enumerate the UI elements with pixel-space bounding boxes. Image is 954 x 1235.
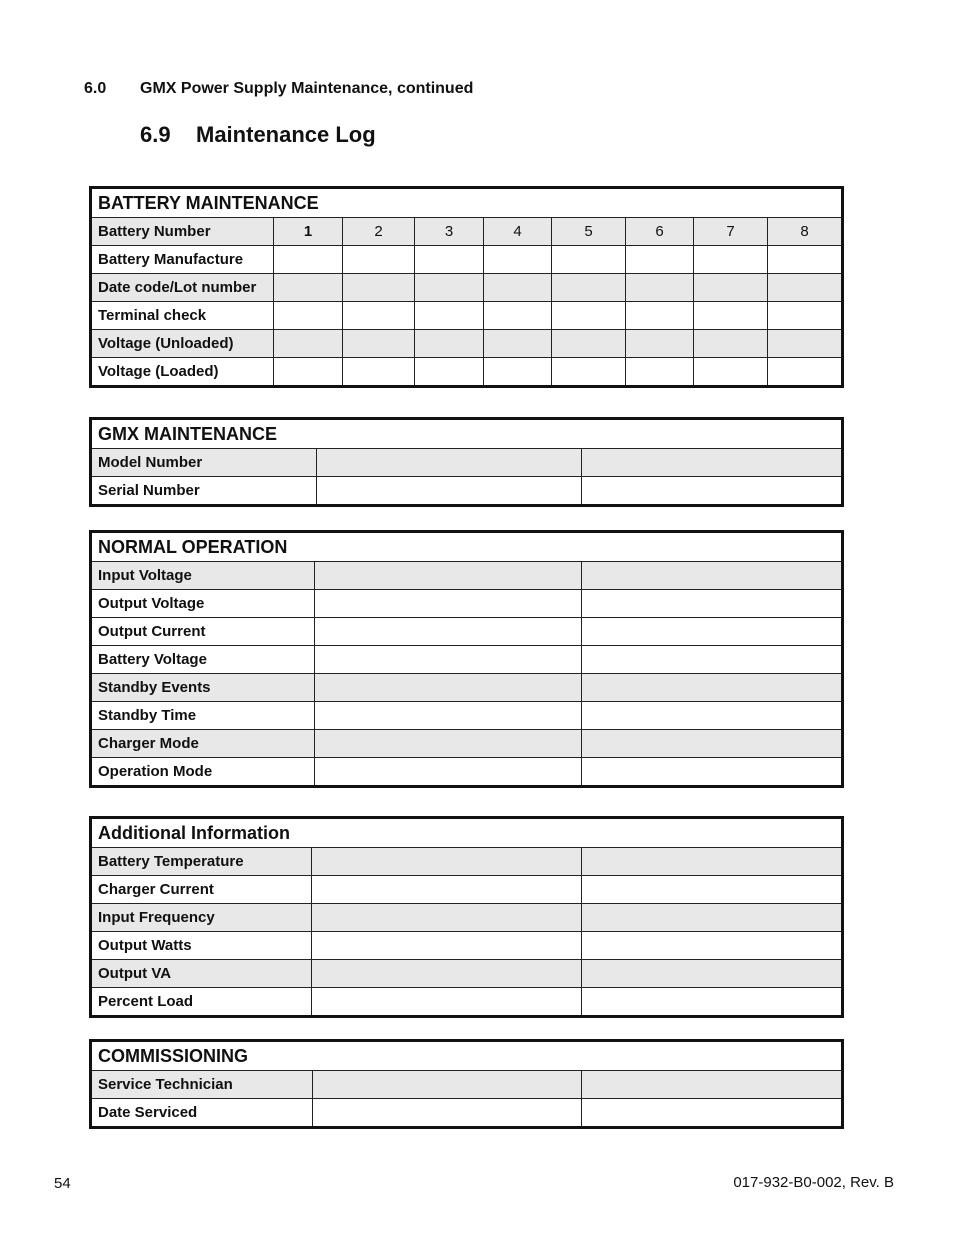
- entry-cell[interactable]: [315, 618, 582, 646]
- document-id: 017-932-B0-002, Rev. B: [733, 1174, 894, 1191]
- entry-cell[interactable]: [768, 246, 843, 274]
- entry-cell[interactable]: [415, 246, 484, 274]
- entry-cell[interactable]: [582, 758, 843, 787]
- entry-cell[interactable]: [343, 246, 415, 274]
- entry-cell[interactable]: [768, 358, 843, 387]
- table-row: [91, 246, 843, 274]
- table-row: [91, 758, 843, 787]
- row-label: Charger Current: [91, 876, 312, 904]
- battery-number-cell: 1: [274, 218, 343, 246]
- entry-cell[interactable]: [415, 358, 484, 387]
- entry-cell[interactable]: [582, 702, 843, 730]
- entry-cell[interactable]: [343, 302, 415, 330]
- table-row: [91, 1099, 843, 1128]
- entry-cell[interactable]: [484, 274, 552, 302]
- section-title: GMX Power Supply Maintenance, continued: [140, 80, 474, 97]
- table-row: [91, 1071, 843, 1099]
- battery-number-cell: 3: [415, 218, 484, 246]
- row-label: Standby Events: [91, 674, 315, 702]
- entry-cell[interactable]: [582, 1099, 843, 1128]
- entry-cell[interactable]: [313, 1099, 582, 1128]
- additional-information-table: [89, 816, 844, 1018]
- entry-cell[interactable]: [582, 674, 843, 702]
- entry-cell[interactable]: [582, 618, 843, 646]
- entry-cell[interactable]: [343, 358, 415, 387]
- table-title: GMX MAINTENANCE: [91, 419, 843, 449]
- entry-cell[interactable]: [582, 960, 843, 988]
- entry-cell[interactable]: [582, 477, 843, 506]
- entry-cell[interactable]: [312, 960, 582, 988]
- subsection-header: [140, 122, 376, 148]
- entry-cell[interactable]: [274, 358, 343, 387]
- entry-cell[interactable]: [274, 330, 343, 358]
- entry-cell[interactable]: [582, 876, 843, 904]
- battery-number-cell: 6: [626, 218, 694, 246]
- row-label: Voltage (Unloaded): [91, 330, 274, 358]
- entry-cell[interactable]: [694, 358, 768, 387]
- entry-cell[interactable]: [484, 358, 552, 387]
- table-row: [91, 274, 843, 302]
- entry-cell[interactable]: [274, 246, 343, 274]
- entry-cell[interactable]: [312, 876, 582, 904]
- row-label: Battery Voltage: [91, 646, 315, 674]
- entry-cell[interactable]: [552, 358, 626, 387]
- entry-cell[interactable]: [694, 246, 768, 274]
- row-label: Voltage (Loaded): [91, 358, 274, 387]
- entry-cell[interactable]: [768, 330, 843, 358]
- row-label: Model Number: [91, 449, 317, 477]
- section-header: [84, 80, 473, 98]
- table-row: [91, 960, 843, 988]
- normal-operation-table: [89, 530, 844, 788]
- table-row: [91, 674, 843, 702]
- entry-cell[interactable]: [315, 590, 582, 618]
- entry-cell[interactable]: [626, 358, 694, 387]
- section-number: 6.0: [84, 80, 107, 97]
- table-title: BATTERY MAINTENANCE: [91, 188, 843, 218]
- entry-cell[interactable]: [582, 848, 843, 876]
- entry-cell[interactable]: [768, 274, 843, 302]
- row-label: Service Technician: [91, 1071, 313, 1099]
- table-row: [91, 702, 843, 730]
- entry-cell[interactable]: [315, 730, 582, 758]
- entry-cell[interactable]: [415, 330, 484, 358]
- entry-cell[interactable]: [552, 274, 626, 302]
- entry-cell[interactable]: [312, 904, 582, 932]
- table-row: [91, 330, 843, 358]
- entry-cell[interactable]: [582, 562, 843, 590]
- page-number: 54: [54, 1175, 71, 1192]
- table-row: [91, 618, 843, 646]
- table-row: [91, 477, 843, 506]
- entry-cell[interactable]: [552, 302, 626, 330]
- table-title: COMMISSIONING: [91, 1041, 843, 1071]
- row-label: Terminal check: [91, 302, 274, 330]
- battery-number-cell: 5: [552, 218, 626, 246]
- entry-cell[interactable]: [312, 848, 582, 876]
- entry-cell[interactable]: [274, 302, 343, 330]
- table-row: [91, 590, 843, 618]
- table-row: [91, 876, 843, 904]
- entry-cell[interactable]: [415, 274, 484, 302]
- battery-maintenance-table: [89, 186, 844, 388]
- entry-cell[interactable]: [343, 274, 415, 302]
- entry-cell[interactable]: [768, 302, 843, 330]
- entry-cell[interactable]: [552, 330, 626, 358]
- battery-number-cell: 8: [768, 218, 843, 246]
- entry-cell[interactable]: [315, 646, 582, 674]
- table-row: [91, 302, 843, 330]
- row-label: Input Frequency: [91, 904, 312, 932]
- entry-cell[interactable]: [415, 302, 484, 330]
- entry-cell[interactable]: [582, 904, 843, 932]
- battery-number-cell: 2: [343, 218, 415, 246]
- row-label: Date Serviced: [91, 1099, 313, 1128]
- table-row: [91, 358, 843, 387]
- row-label: Output Current: [91, 618, 315, 646]
- entry-cell[interactable]: [582, 932, 843, 960]
- entry-cell[interactable]: [317, 449, 582, 477]
- row-label: Battery Number: [91, 218, 274, 246]
- entry-cell[interactable]: [315, 702, 582, 730]
- table-row: [91, 848, 843, 876]
- row-label: Output VA: [91, 960, 312, 988]
- battery-number-cell: 4: [484, 218, 552, 246]
- entry-cell[interactable]: [582, 730, 843, 758]
- table-title: Additional Information: [91, 818, 843, 848]
- table-title: NORMAL OPERATION: [91, 532, 843, 562]
- table-row: [91, 988, 843, 1017]
- subsection-title: Maintenance Log: [196, 122, 376, 147]
- battery-number-cell: 7: [694, 218, 768, 246]
- row-label: Output Watts: [91, 932, 312, 960]
- entry-cell[interactable]: [626, 302, 694, 330]
- entry-cell[interactable]: [315, 758, 582, 787]
- row-label: Charger Mode: [91, 730, 315, 758]
- entry-cell[interactable]: [582, 1071, 843, 1099]
- entry-cell[interactable]: [315, 562, 582, 590]
- row-label: Percent Load: [91, 988, 312, 1017]
- table-row: [91, 932, 843, 960]
- commissioning-table: [89, 1039, 844, 1129]
- row-label: Output Voltage: [91, 590, 315, 618]
- entry-cell[interactable]: [694, 330, 768, 358]
- row-label: Battery Temperature: [91, 848, 312, 876]
- entry-cell[interactable]: [343, 330, 415, 358]
- entry-cell[interactable]: [484, 246, 552, 274]
- entry-cell[interactable]: [312, 932, 582, 960]
- entry-cell[interactable]: [484, 302, 552, 330]
- entry-cell[interactable]: [582, 590, 843, 618]
- gmx-maintenance-table: [89, 417, 844, 507]
- table-row: [91, 730, 843, 758]
- entry-cell[interactable]: [626, 274, 694, 302]
- row-label: Input Voltage: [91, 562, 315, 590]
- entry-cell[interactable]: [274, 274, 343, 302]
- entry-cell[interactable]: [694, 302, 768, 330]
- row-label: Serial Number: [91, 477, 317, 506]
- entry-cell[interactable]: [694, 274, 768, 302]
- entry-cell[interactable]: [315, 674, 582, 702]
- table-row: [91, 449, 843, 477]
- entry-cell[interactable]: [484, 330, 552, 358]
- table-row: [91, 904, 843, 932]
- table-row: [91, 562, 843, 590]
- entry-cell[interactable]: [626, 246, 694, 274]
- entry-cell[interactable]: [552, 246, 626, 274]
- entry-cell[interactable]: [626, 330, 694, 358]
- subsection-number: 6.9: [140, 122, 171, 147]
- entry-cell[interactable]: [582, 449, 843, 477]
- row-label: Date code/Lot number: [91, 274, 274, 302]
- row-label: Operation Mode: [91, 758, 315, 787]
- entry-cell[interactable]: [312, 988, 582, 1017]
- entry-cell[interactable]: [313, 1071, 582, 1099]
- row-label: Standby Time: [91, 702, 315, 730]
- entry-cell[interactable]: [582, 646, 843, 674]
- row-label: Battery Manufacture: [91, 246, 274, 274]
- entry-cell[interactable]: [317, 477, 582, 506]
- entry-cell[interactable]: [582, 988, 843, 1017]
- table-row: [91, 646, 843, 674]
